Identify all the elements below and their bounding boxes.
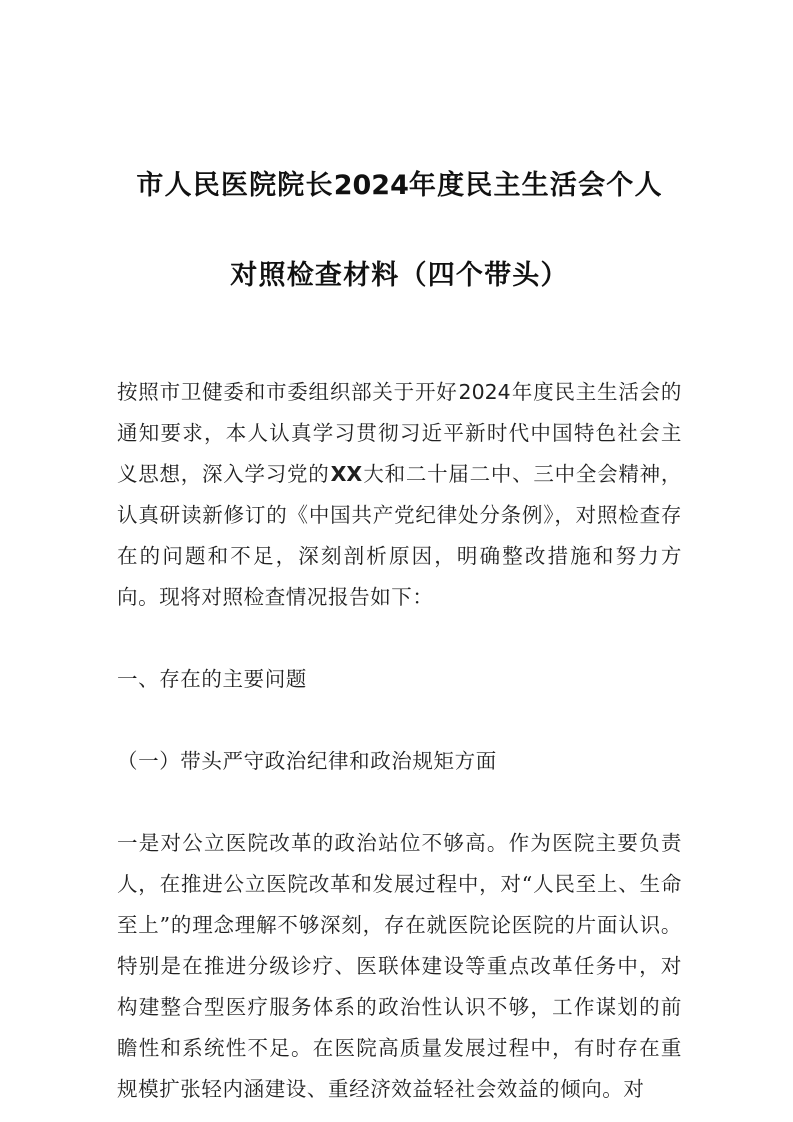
document-title (117, 0, 682, 298)
document-title-line1-prefix: 市人民医院院长 (136, 170, 334, 201)
section-heading-main-problems: 一、存在的主要问题 (117, 667, 307, 691)
lead-paragraph (117, 298, 682, 618)
lead-paragraph-seg-1: 按照市卫健委和市委组织部关于开好 (117, 380, 458, 404)
lead-paragraph-year: 2024 (458, 380, 511, 404)
document-title-year: 2024 (333, 170, 409, 201)
lead-paragraph-seg-3: 大和二十届二中、三中全会精神，认真研读新修订的《中国共产党纪律处分条例》，对照检查存在的问题和不足，深刻剖析原因，明确整改措施和努力方向。现将对照检查情况报告如下： (117, 462, 683, 609)
document-title-line1-suffix: 年度民主生活会个人 (408, 170, 663, 201)
subsection-heading-political-discipline: （一）带头严守政治纪律和政治规矩方面 (117, 749, 497, 773)
page-content-area (117, 0, 682, 1110)
document-title-line2: 对照检查材料（四个带头） (230, 260, 569, 291)
lead-paragraph-seg-2: 年度民主生活会的通知要求，本人认真学习贯彻习近平新时代中国特色社会主义思想，深入学习党的 (117, 380, 682, 486)
body-paragraph-political-stance: 一是对公立医院改革的政治站位不够高。作为医院主要负责人，在推进公立医院改革和发展过程中，对“人民至上、生命至上”的理念理解不够深刻，存在就医院论医院的片面认识。特别是在推进分级诊疗、医联体建设等重点改革任务中，对构建整合型医疗服务体系的政治性认识不够，工作谋划的前瞻性和系统性不足。在医院高质量发展过程中，有时存在重规模扩张轻内涵建设、重经济效益轻社会效益的倾向。对 (117, 831, 682, 1101)
lead-paragraph-redacted-token: XX (330, 462, 363, 486)
